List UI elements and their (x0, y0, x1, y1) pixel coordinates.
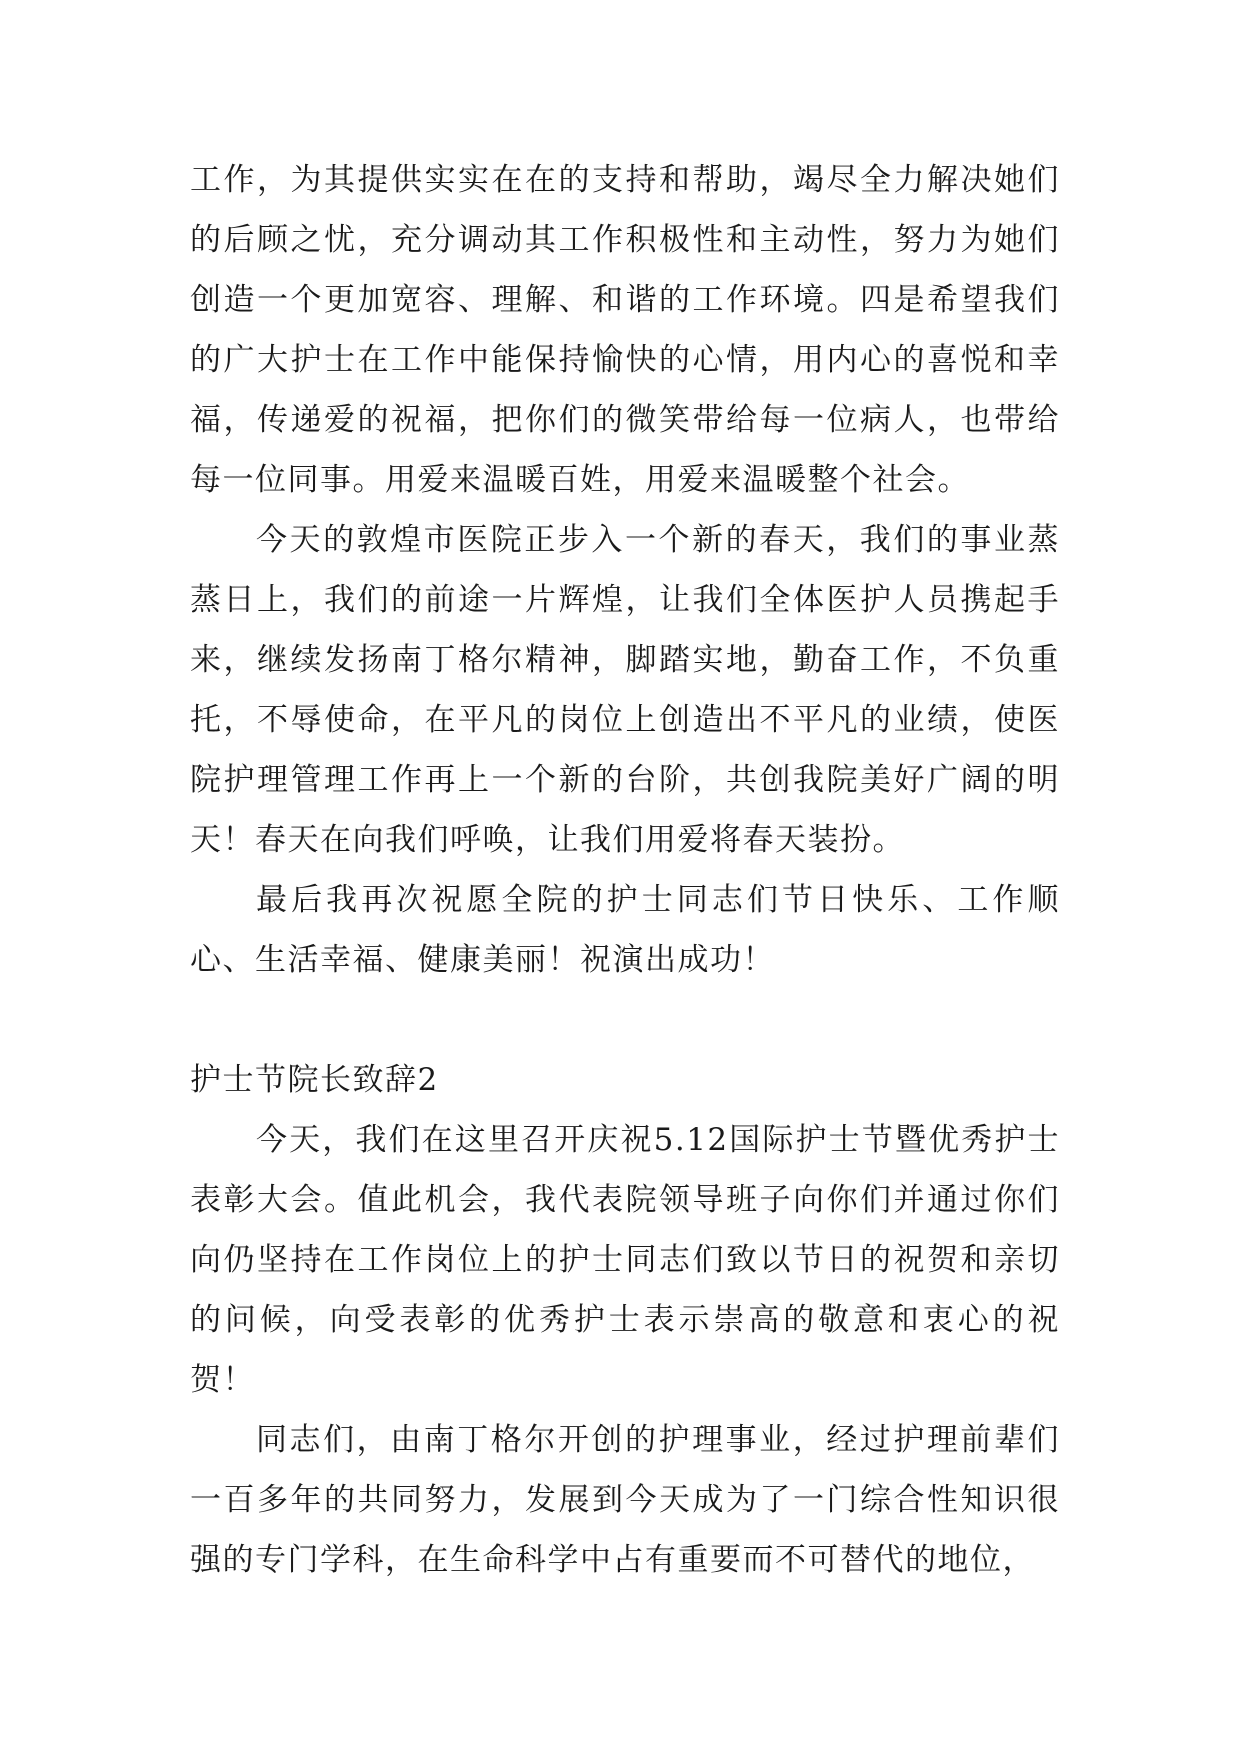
document-body (190, 150, 1060, 1590)
paragraph-3: 最后我再次祝愿全院的护士同志们节日快乐、工作顺心、生活幸福、健康美丽！祝演出成功！ (190, 882, 1060, 978)
paragraph-4: 今天，我们在这里召开庆祝5.12国际护士节暨优秀护士表彰大会。值此机会，我代表院领导班子向你们并通过你们向仍坚持在工作岗位上的护士同志们致以节日的祝贺和亲切的问候，向受表彰的优秀护士表示崇高的敬意和衷心的祝贺！ (190, 1122, 1060, 1398)
paragraph-1: 工作，为其提供实实在在的支持和帮助，竭尽全力解决她们的后顾之忧，充分调动其工作积极性和主动性，努力为她们创造一个更加宽容、理解、和谐的工作环境。四是希望我们的广大护士在工作中能保持愉快的心情，用内心的喜悦和幸福，传递爱的祝福，把你们的微笑带给每一位病人，也带给每一位同事。用爱来温暖百姓，用爱来温暖整个社会。 (190, 162, 1060, 498)
paragraph-5: 同志们，由南丁格尔开创的护理事业，经过护理前辈们一百多年的共同努力，发展到今天成为了一门综合性知识很强的专门学科，在生命科学中占有重要而不可替代的地位， (190, 1422, 1060, 1578)
section-heading: 护士节院长致辞2 (190, 1062, 439, 1098)
paragraph-2: 今天的敦煌市医院正步入一个新的春天，我们的事业蒸蒸日上，我们的前途一片辉煌，让我们全体医护人员携起手来，继续发扬南丁格尔精神，脚踏实地，勤奋工作，不负重托，不辱使命，在平凡的岗位上创造出不平凡的业绩，使医院护理管理工作再上一个新的台阶，共创我院美好广阔的明天！春天在向我们呼唤，让我们用爱将春天装扮。 (190, 522, 1060, 858)
